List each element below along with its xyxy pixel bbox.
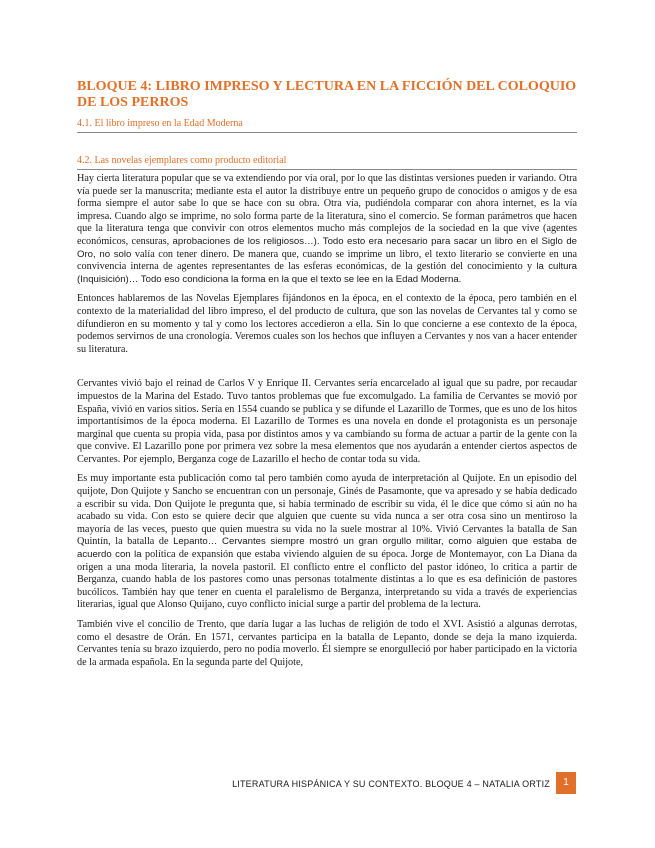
paragraph-text-sans: la cultura (Inquisición)… Todo eso condiciona la forma en la que el texto se lee en la Edad Moderna. [77, 261, 577, 285]
page-number: 1 [556, 772, 576, 794]
paragraph-text: política de expansión que estaba viviendo alguien de su época. Jorge de Montemayor, con La Diana da origen a una moda literaria, la novela pastoril. El conflicto entre el conflicto del pastor idóneo, lo critica a partir de Berganza, cuando habla de los pastores como unas personas totalmente distintas a lo que es esa definición de pastores bucólicos. También hay que tener en cuenta el paralelismo de Berganza, interpretando su vida a través de experiencias literarias, igual que Alonso Quijano, cuyo conflicto inicial surge a partir del problema de la lectura. [77, 549, 577, 611]
paragraph-text: Es muy importante esta publicación como tal pero también como ayuda de interpretación al Quijote. En un episodio del quijote, Don Quijote y Sancho se encuentran con un personaje, Ginés de Pasamonte, que va apresado y se había dedicado a escribir su vida. Don Quijote le pregunta que, si había terminado de escribir su vida, él le dice que cómo si aún no ha acabado su vida. Con esto se quiere decir que alguien que cuente su vida nunca a ser otra cosa sino un mentiroso la mayoría de las veces, puesto que quien muestra su vida no la suele mostrar al 10%. Vivió Cervantes la batalla de San Quintín, la batalla de [77, 473, 577, 548]
paragraph-text-sans: aprobaciones de los religiosos…). Todo esto era necesario para sacar un libro en el Siglo de Oro, no solo [77, 235, 577, 260]
paragraph: Entonces hablaremos de las Novelas Ejemplares fijándonos en la época, en el contexto de la época, pero también en el contexto de la materialidad del libro impreso, el del producto de cultura, que son las novelas de Cervantes tal y como se difundieron en su momento y tal y como los lectores accedieron a ella. Sin lo que concierne a ese contexto de la época, podemos servirnos de una cronología. Veremos cuales son los hechos que influyen a Cervantes y nos van a hacer entender su literatura. [77, 293, 577, 355]
section-heading-4-1: 4.1. El libro impreso en la Edad Moderna [77, 118, 243, 129]
body-text [77, 173, 577, 676]
paragraph-text: valía con tener dinero. De manera que, cuando se imprime un libro, el texto literario se convierte en una convivencia interna de agentes representantes de las esferas económicas, de la gestión del conocimiento y [77, 248, 578, 273]
section-divider [77, 132, 577, 133]
paragraph: Cervantes vivió bajo el reinad de Carlos V y Enrique II. Cervantes sería encarcelado al igual que su padre, por recaudar impuestos de la Marina del Estado. Tuvo tantos problemas que fue excomulgado. La familia de Cervantes se movió por España, vivió en varios sitios. Sería en 1554 cuando se publica y se difunde el Lazarillo de Tormes, que es uno de los hitos importantísimos de la época moderna. El Lazarillo de Tormes es una novela en donde el protagonista es un personaje marginal que cuenta su propia vida, pasa por distintos amos y va cambiando su forma de actuar a partir de la gente con la que convive. El Lazarillo pone por primera vez sobre la mesa elementos que nos ayudarán a entender ciertos aspectos de Cervantes. Por ejemplo, Berganza coge de Lazarillo el hecho de contar toda su vida. [77, 378, 577, 465]
paragraph [77, 173, 577, 286]
section-heading-4-2: 4.2. Las novelas ejemplares como producto editorial [77, 155, 287, 166]
paragraph-text: Hay cierta literatura popular que se va extendiendo por vía oral, por lo que las distintas versiones pueden ir variando. Otra vía puede ser la manuscrita; mediante esta el autor la distribuye entre un pequeño grupo de conocidos o amigos y de esa forma siempre el autor sabe lo que se hace con su obra. Otra vía, pudiéndola comparar con ahora internet, es la vía impresa. Cuando algo se imprime, no solo forma parte de la literatura, sino el comercio. Se forman parámetros que hacen que la literatura tenga que convivir con otros elementos mucho más complejos de la sociedad en la que vive (agentes económicos, censuras, [77, 173, 577, 247]
section-divider [77, 169, 577, 170]
paragraph: También vive el concilio de Trento, que daría lugar a las luchas de religión de todo el XVI. Asistió a algunas derrotas, como el desastre de Orán. En 1571, cervantes participa en la batalla de Lepanto, donde se deja la mano izquierda. Cervantes tenía su brazo izquierdo, pero no podía moverlo. Él siempre se enorgulleció por haber participado en la victoria de la armada española. En la segunda parte del Quijote, [77, 619, 577, 668]
page-title: BLOQUE 4: LIBRO IMPRESO Y LECTURA EN LA FICCIÓN DEL COLOQUIO DE LOS PERROS [77, 79, 577, 110]
paragraph [77, 473, 577, 612]
page-footer: LITERATURA HISPÁNICA Y SU CONTEXTO. BLOQUE 4 – NATALIA ORTIZ [232, 779, 550, 789]
paragraph-text-sans: Lepanto… Cervantes siempre mostró un gran orgullo militar, como alguien que estaba de acuerdo con la [77, 536, 577, 561]
